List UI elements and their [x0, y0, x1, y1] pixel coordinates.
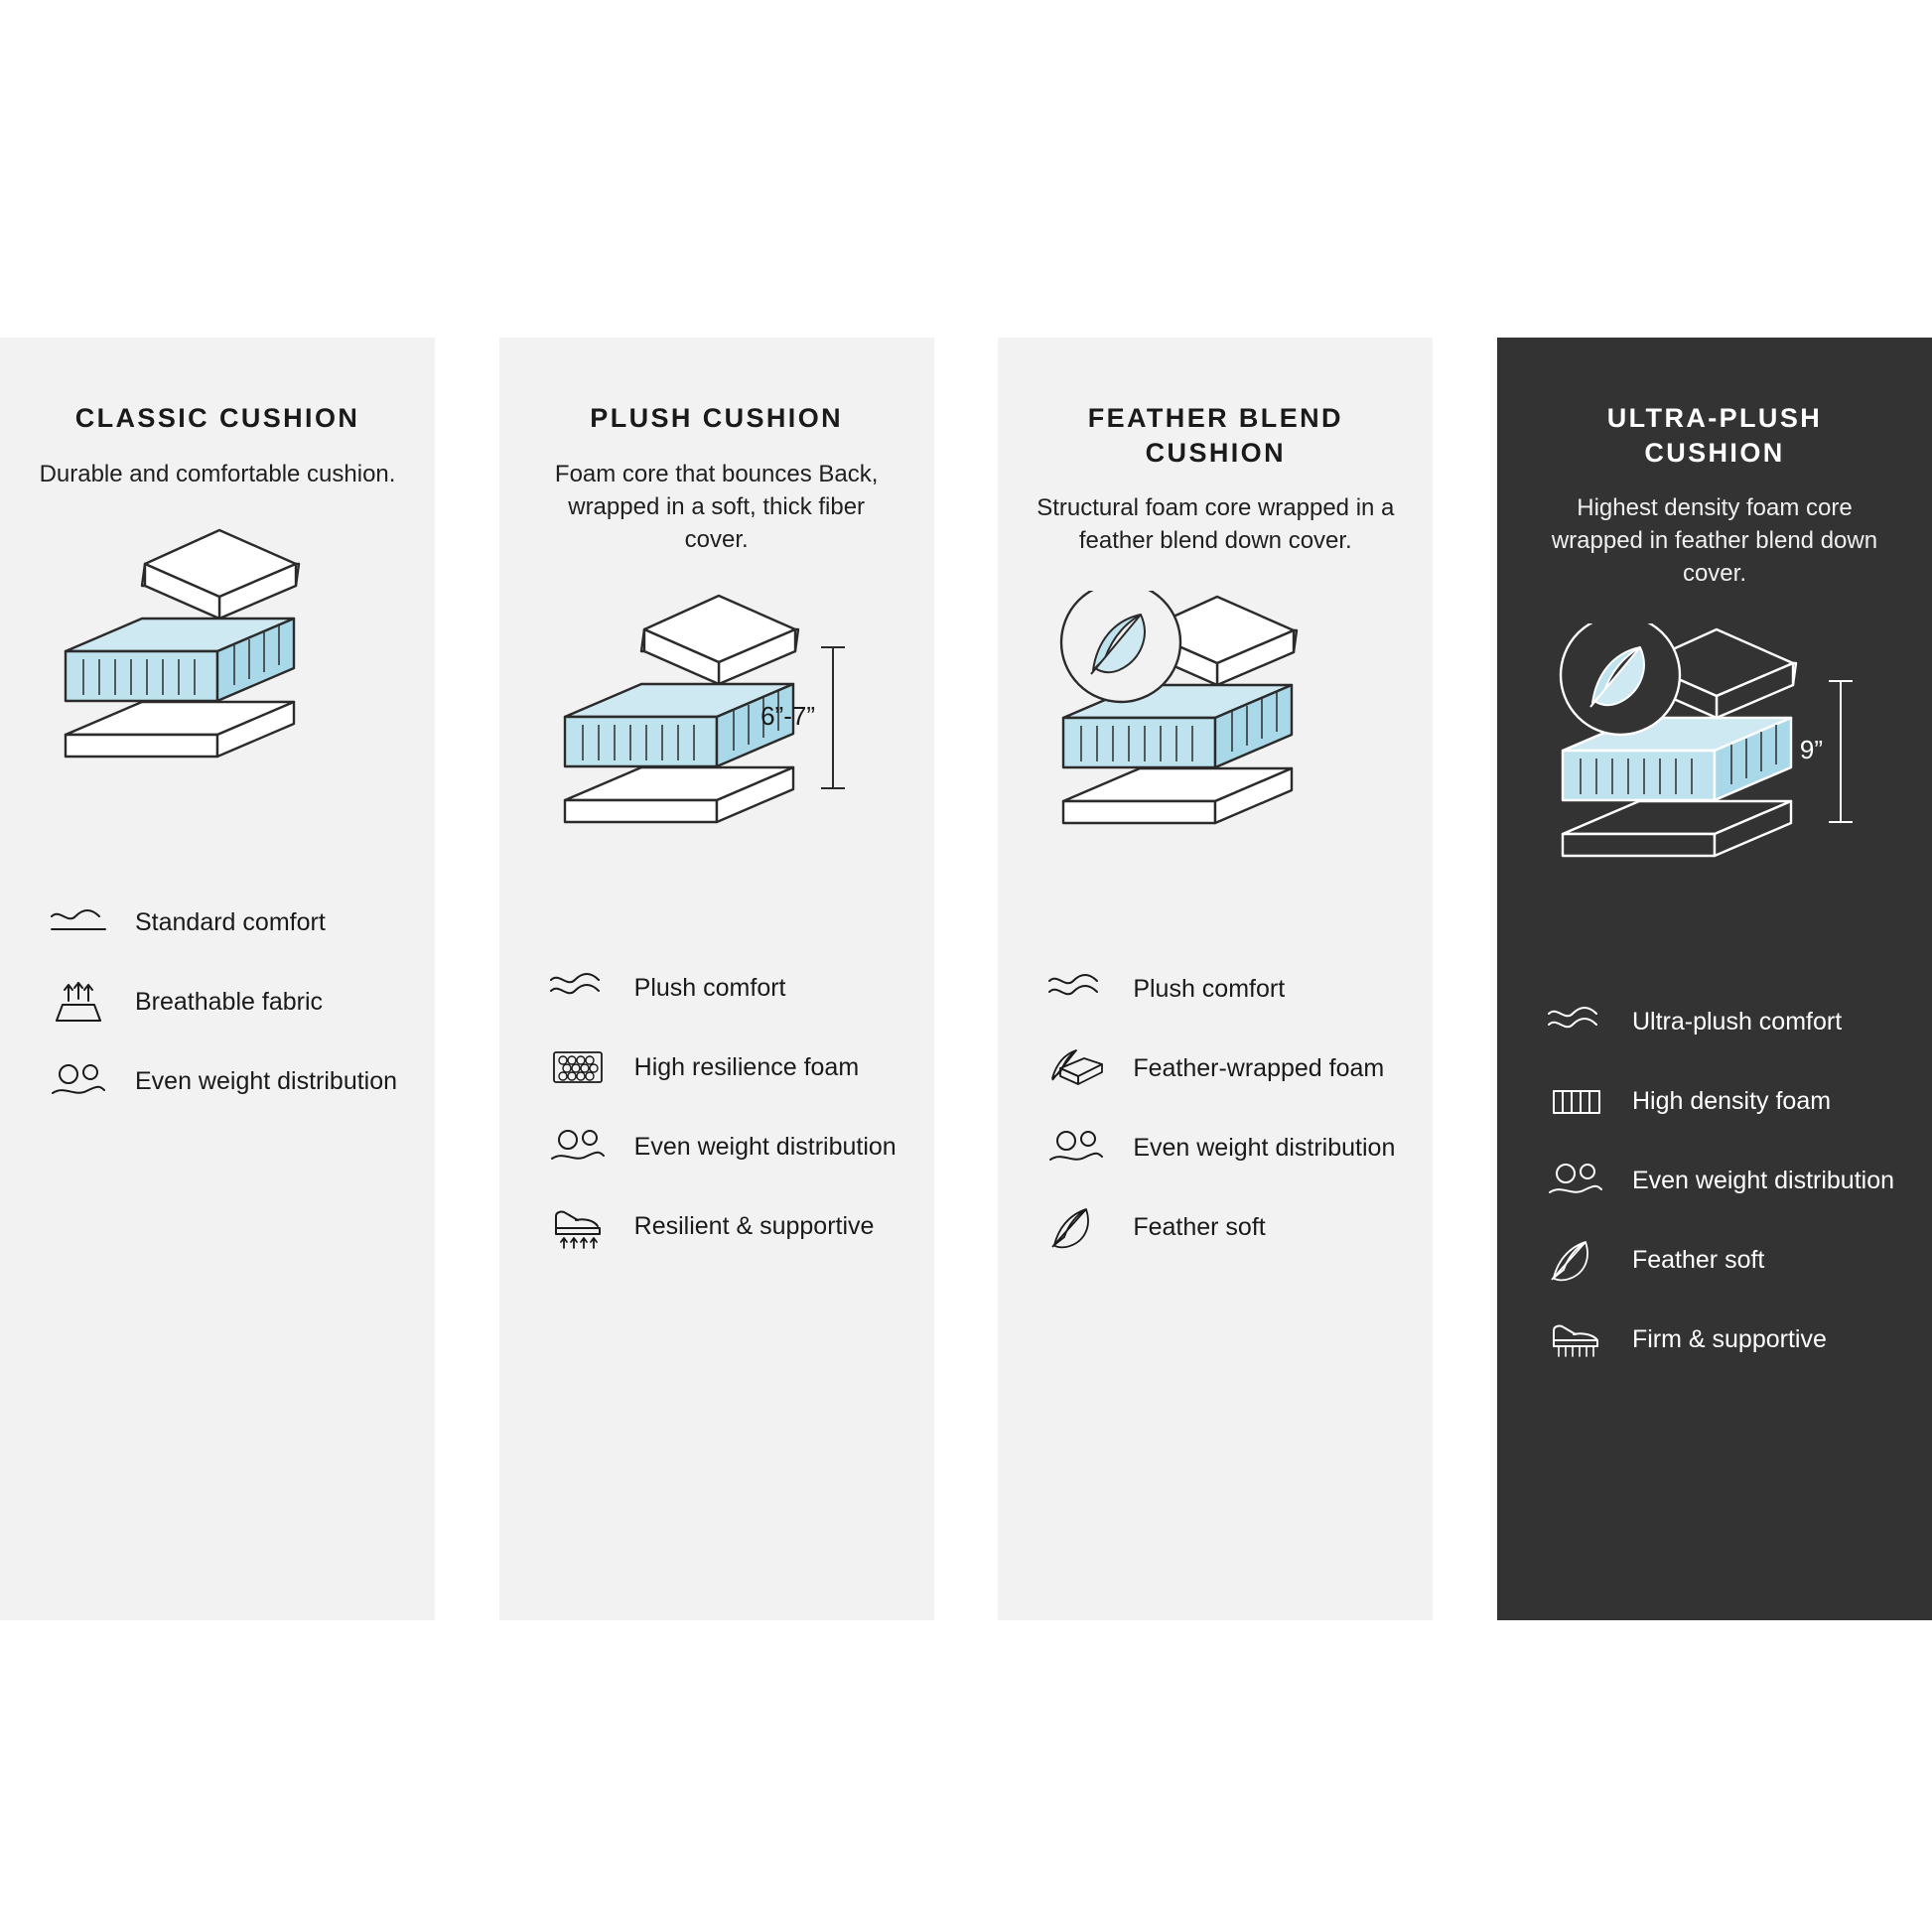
wave-comfort-icon	[48, 896, 109, 949]
feature-item	[1045, 1041, 1397, 1095]
card-title: PLUSH CUSHION	[590, 403, 844, 433]
feature-label: Feather soft	[1133, 1213, 1266, 1242]
cushion-card-ultra-plush	[1497, 338, 1932, 1620]
even-weight-distribution-icon	[547, 1120, 609, 1173]
card-description: Structural foam core wrapped in a feather blend down cover.	[1036, 494, 1395, 555]
card-title: FEATHER BLEND CUSHION	[1087, 403, 1343, 468]
feature-list	[36, 896, 399, 1108]
feature-item	[547, 1040, 898, 1094]
high-density-foam-icon	[1545, 1074, 1606, 1128]
even-weight-distribution-icon	[48, 1054, 109, 1108]
card-title: ULTRA-PLUSH CUSHION	[1606, 403, 1823, 468]
dimension-label: 9”	[1799, 735, 1823, 765]
even-weight-distribution-icon	[1045, 1121, 1107, 1174]
feature-item	[48, 975, 399, 1029]
wave-comfort-icon	[1045, 962, 1107, 1016]
feature-label: Standard comfort	[135, 907, 326, 936]
feature-label: Resilient & supportive	[633, 1211, 875, 1240]
card-title: CLASSIC CUSHION	[74, 403, 360, 433]
feature-label: Even weight distribution	[633, 1132, 897, 1161]
feature-label: High resilience foam	[633, 1052, 860, 1081]
feature-item	[547, 1199, 898, 1253]
feather-wrapped-foam-icon	[1045, 1041, 1107, 1095]
feature-label: Plush comfort	[1133, 975, 1286, 1004]
cushion-cards-row	[0, 338, 1932, 1620]
breathable-fabric-icon	[48, 975, 109, 1029]
dimension-label: 6”-7”	[759, 700, 815, 731]
feature-label: Even weight distribution	[135, 1066, 398, 1095]
feather-icon	[1545, 1233, 1606, 1287]
card-description: Foam core that bounces Back, wrapped in a soft, thick fiber cover.	[554, 460, 879, 553]
feature-item	[1045, 962, 1397, 1016]
feature-label: Ultra-plush comfort	[1631, 1008, 1843, 1036]
dimension-line	[821, 647, 845, 788]
cushion-card-feather-blend	[998, 338, 1433, 1620]
feature-label: Even weight distribution	[1631, 1167, 1895, 1195]
cushion-card-classic	[0, 338, 435, 1620]
resilient-support-icon	[547, 1199, 609, 1253]
cushion-card-plush	[499, 338, 934, 1620]
feature-label: Feather-wrapped foam	[1133, 1054, 1385, 1083]
top-cover-layer	[142, 530, 299, 619]
feature-item	[1545, 1074, 1896, 1128]
foam-core-layer	[565, 684, 793, 766]
bottom-base-layer	[1563, 801, 1791, 856]
feature-item	[1545, 1154, 1896, 1207]
firm-support-icon	[1545, 1312, 1606, 1366]
cushion-layers-diagram	[1533, 623, 1896, 951]
feather-badge	[1061, 591, 1180, 702]
feather-icon	[1045, 1200, 1107, 1254]
feature-item	[1545, 1312, 1896, 1366]
feature-label: Feather soft	[1631, 1246, 1765, 1275]
card-description: Durable and comfortable cushion.	[39, 460, 396, 487]
dimension-line	[1829, 681, 1853, 822]
top-cover-layer	[641, 596, 798, 684]
feature-list	[1034, 962, 1397, 1254]
cushion-layers-diagram	[1034, 591, 1397, 918]
feature-list	[535, 961, 898, 1253]
feature-label: Plush comfort	[633, 973, 786, 1002]
wave-comfort-icon	[1545, 995, 1606, 1048]
feature-label: Even weight distribution	[1133, 1134, 1396, 1163]
feature-list	[1533, 995, 1896, 1366]
wave-comfort-icon	[547, 961, 609, 1015]
feature-item	[547, 1120, 898, 1173]
even-weight-distribution-icon	[1545, 1154, 1606, 1207]
bottom-base-layer	[66, 702, 294, 757]
card-description: Highest density foam core wrapped in feather blend down cover.	[1551, 494, 1878, 588]
feature-item	[547, 961, 898, 1015]
feature-item	[48, 1054, 399, 1108]
feature-label: Breathable fabric	[135, 987, 324, 1016]
feature-item	[1545, 995, 1896, 1048]
feather-badge	[1561, 623, 1680, 735]
bottom-base-layer	[1063, 768, 1292, 823]
foam-core-layer	[66, 619, 294, 701]
bottom-base-layer	[565, 767, 793, 822]
feature-item	[1045, 1200, 1397, 1254]
feature-item	[1045, 1121, 1397, 1174]
feature-item	[1545, 1233, 1896, 1287]
honeycomb-foam-icon	[547, 1040, 609, 1094]
feature-label: Firm & supportive	[1631, 1325, 1827, 1354]
cushion-layers-diagram	[535, 590, 898, 917]
feature-label: High density foam	[1631, 1087, 1832, 1116]
cushion-layers-diagram	[36, 524, 399, 852]
feature-item	[48, 896, 399, 949]
